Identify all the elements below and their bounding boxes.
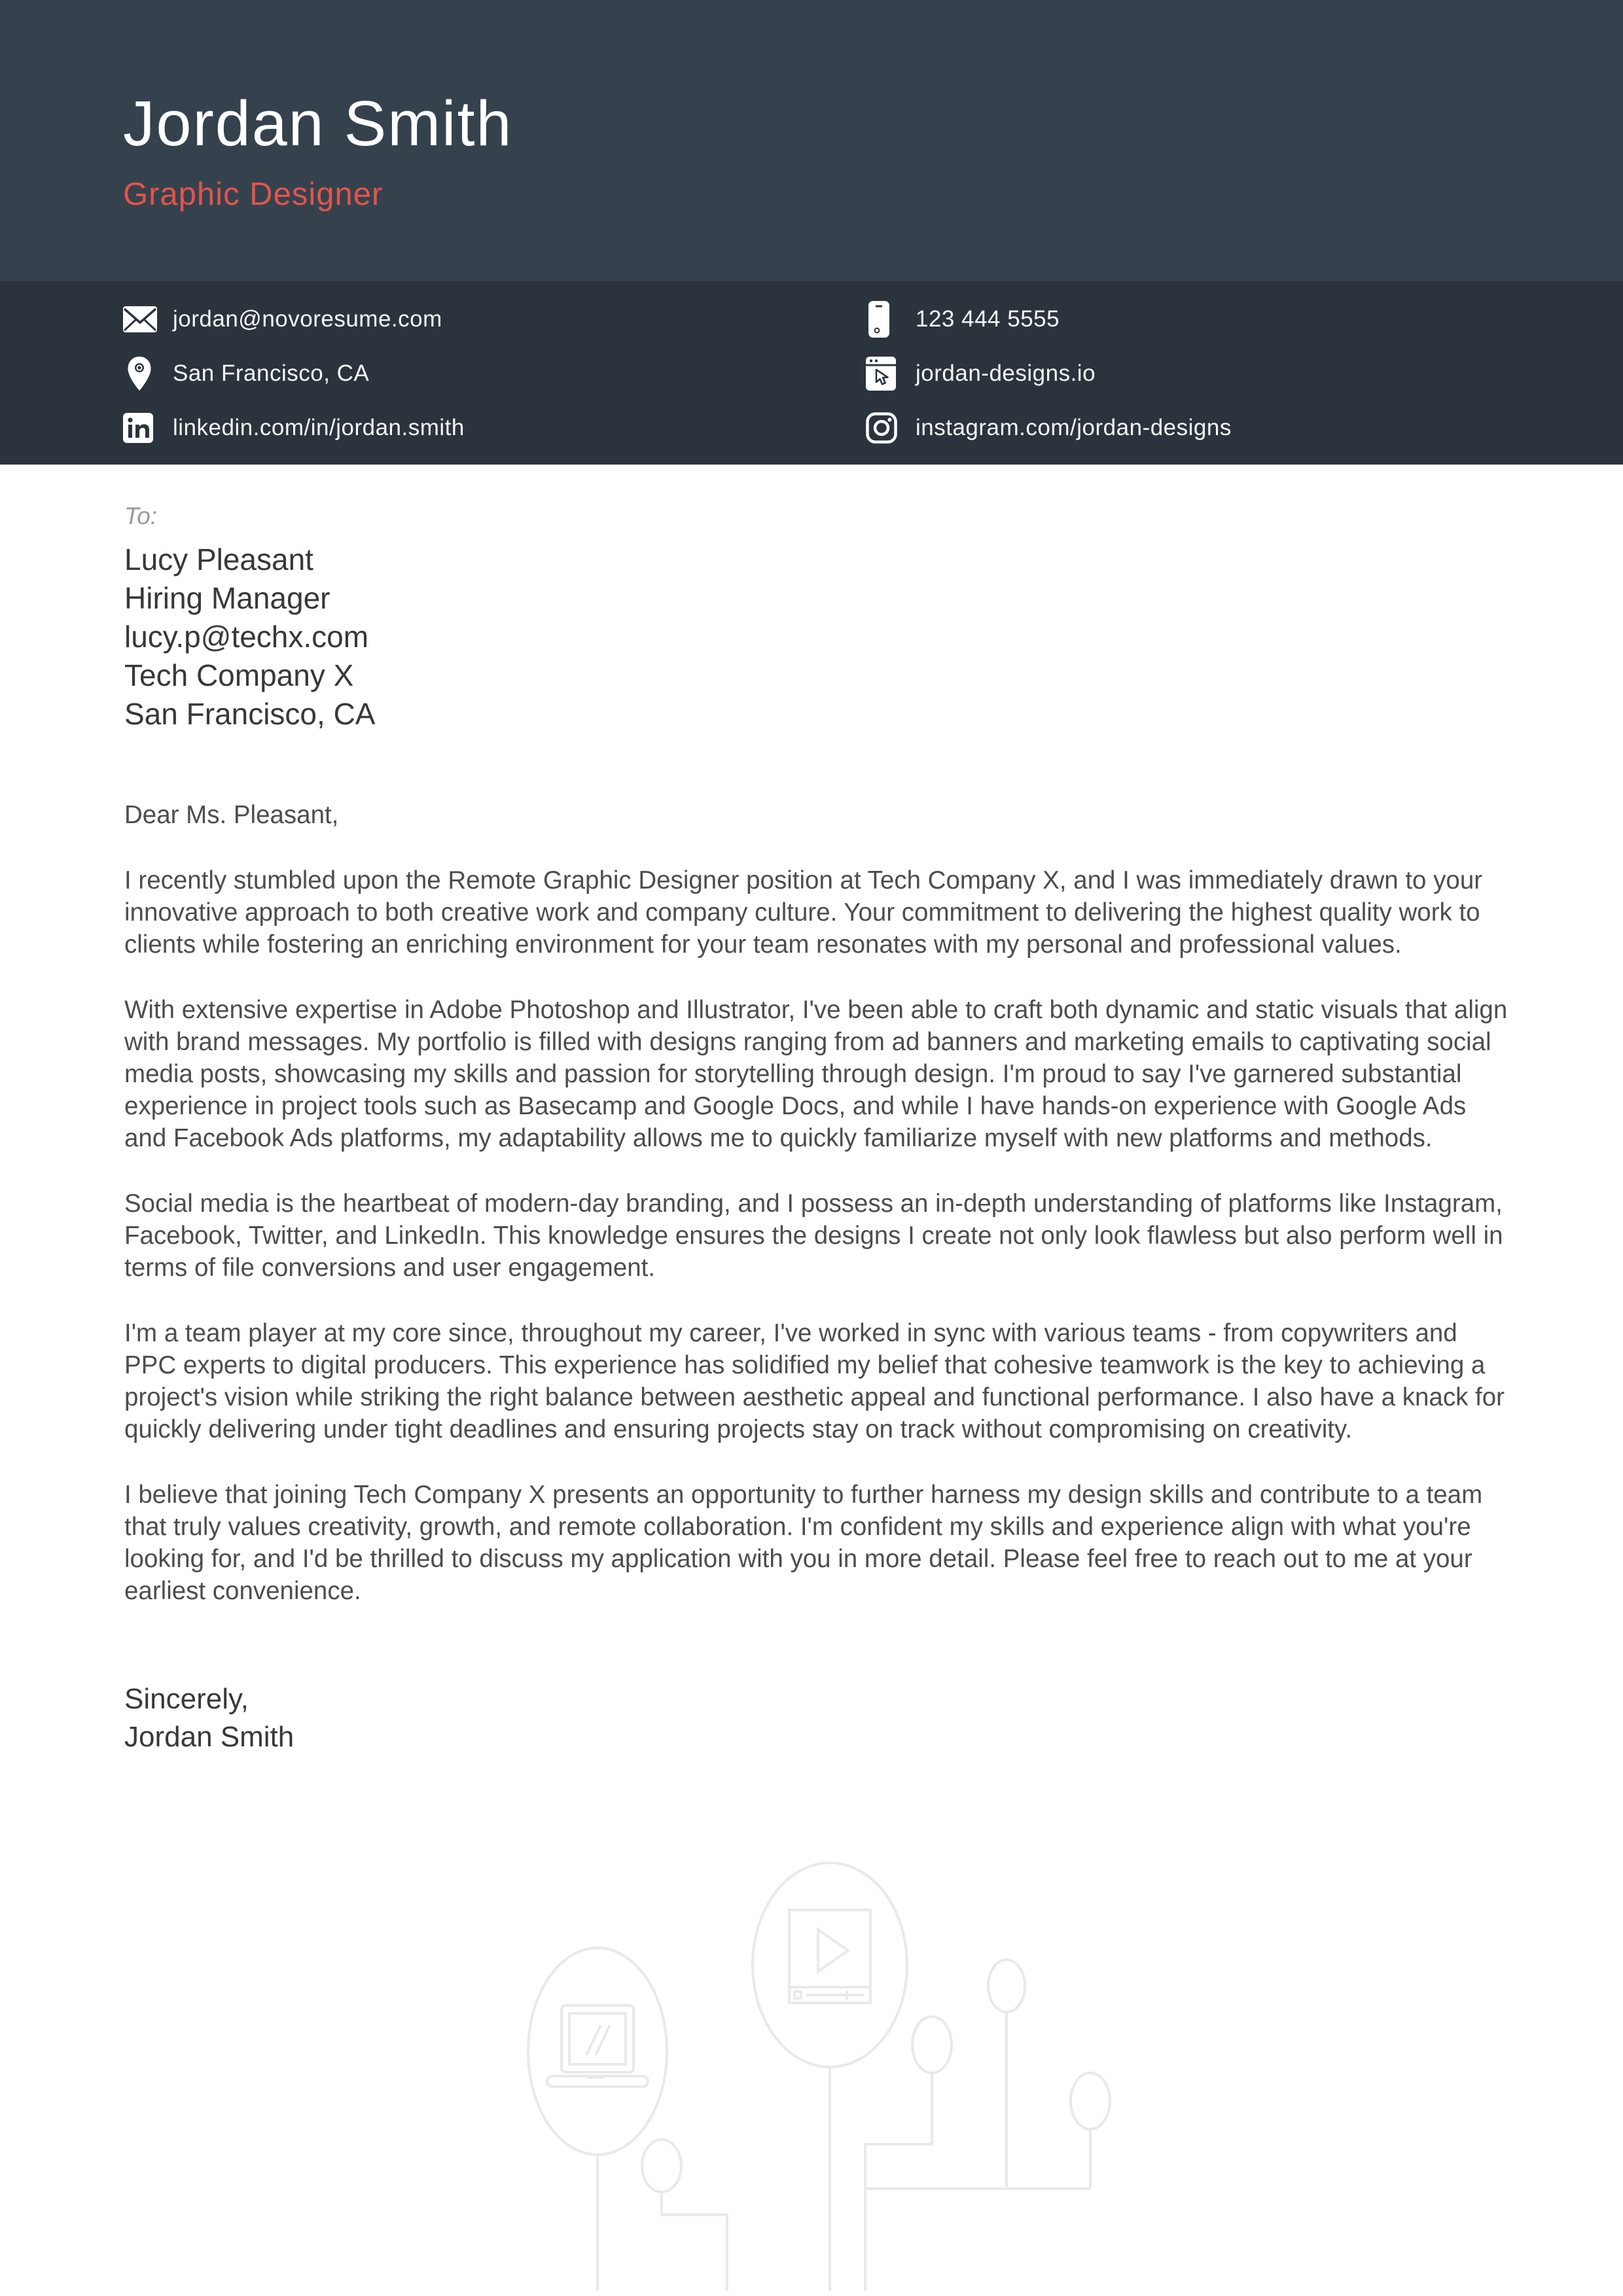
contact-instagram: instagram.com/jordan-designs <box>916 415 1232 440</box>
video-play-icon <box>789 1910 870 2003</box>
signature: Jordan Smith <box>124 1721 294 1753</box>
linkedin-icon <box>123 413 160 443</box>
laptop-badge <box>528 1948 667 2291</box>
contact-website: jordan-designs.io <box>916 361 1096 386</box>
contact-location: San Francisco, CA <box>173 361 370 386</box>
circuit-nodes <box>642 1960 1110 2291</box>
contact-row-email <box>123 301 866 338</box>
contact-phone: 123 444 5555 <box>916 306 1060 332</box>
location-icon <box>123 357 160 391</box>
signoff-block <box>124 1680 1512 1756</box>
contact-bar <box>0 281 1623 465</box>
closing: Sincerely, <box>124 1683 249 1715</box>
person-name: Jordan Smith <box>123 88 513 159</box>
paragraph-1: I recently stumbled upon the Remote Graphic Designer position at Tech Company X, and I was immediately drawn to your innovative approach to both creative work and company culture. Your commitment to delivering the highest quality work to clients while fostering an enriching environment for your team resonates with my personal and professional values. <box>124 866 1483 959</box>
recipient-location: San Francisco, CA <box>124 697 376 731</box>
decorative-circuit-art <box>490 1862 1277 2295</box>
website-icon <box>866 357 902 391</box>
recipient-company: Tech Company X <box>124 658 354 692</box>
contact-row-website <box>866 355 1232 392</box>
laptop-icon <box>547 2005 648 2087</box>
recipient-block <box>124 540 1512 733</box>
phone-icon <box>866 301 902 338</box>
recipient-role: Hiring Manager <box>124 581 330 615</box>
paragraph-5: I believe that joining Tech Company X presents an opportunity to further harness my design skills and contribute to a team that truly values creativity, growth, and remote collaboration. I'm confident my skills and experience align with what you're looking for, and I'd be thrilled to discuss my application with you in more detail. Please feel free to reach out to me at your earliest convenience. <box>124 1481 1483 1605</box>
paragraph-4: I'm a team player at my core since, throughout my career, I've worked in sync with various teams - from copywriters and PPC experts to digital producers. This experience has solidified my belief that cohesive teamwork is the key to achieving a project's vision while striking the right balance between aesthetic appeal and functional performance. I also have a knack for quickly delivering under tight deadlines and ensuring projects stay on track without compromising on creativity. <box>124 1319 1505 1443</box>
contact-row-instagram <box>866 410 1232 446</box>
contact-row-linkedin <box>123 410 866 446</box>
header <box>0 0 1623 281</box>
paragraph-2: With extensive expertise in Adobe Photoshop and Illustrator, I've been able to craft both dynamic and static visuals that align with brand messages. My portfolio is filled with designs ranging from ad banners and marketing emails to captivating social media posts, showcasing my skills and passion for storytelling through design. I'm proud to say I've garnered substantial experience in project tools such as Basecamp and Google Docs, and while I have hands-on experience with Google Ads and Facebook Ads platforms, my adaptability allows me to quickly familiarize myself with new platforms and methods. <box>124 996 1508 1152</box>
contact-linkedin: linkedin.com/in/jordan.smith <box>173 415 465 440</box>
instagram-icon <box>866 412 902 444</box>
contact-column-right <box>866 301 1232 465</box>
contact-row-location <box>123 355 866 392</box>
contact-email: jordan@novoresume.com <box>173 306 442 332</box>
greeting: Dear Ms. Pleasant, <box>124 801 339 829</box>
video-badge <box>753 1863 907 2291</box>
contact-column-left <box>123 301 866 465</box>
to-label: To: <box>124 503 158 529</box>
letter-body <box>0 465 1623 1756</box>
person-title: Graphic Designer <box>123 177 383 212</box>
email-icon <box>123 306 160 332</box>
contact-row-phone <box>866 301 1232 338</box>
paragraph-3: Social media is the heartbeat of modern-day branding, and I possess an in-depth understanding of platforms like Instagram, Facebook, Twitter, and LinkedIn. This knowledge ensures the designs I create not only look flawless but also perform well in terms of file conversions and user engagement. <box>124 1190 1503 1282</box>
recipient-name: Lucy Pleasant <box>124 542 313 576</box>
recipient-email: lucy.p@techx.com <box>124 620 369 654</box>
